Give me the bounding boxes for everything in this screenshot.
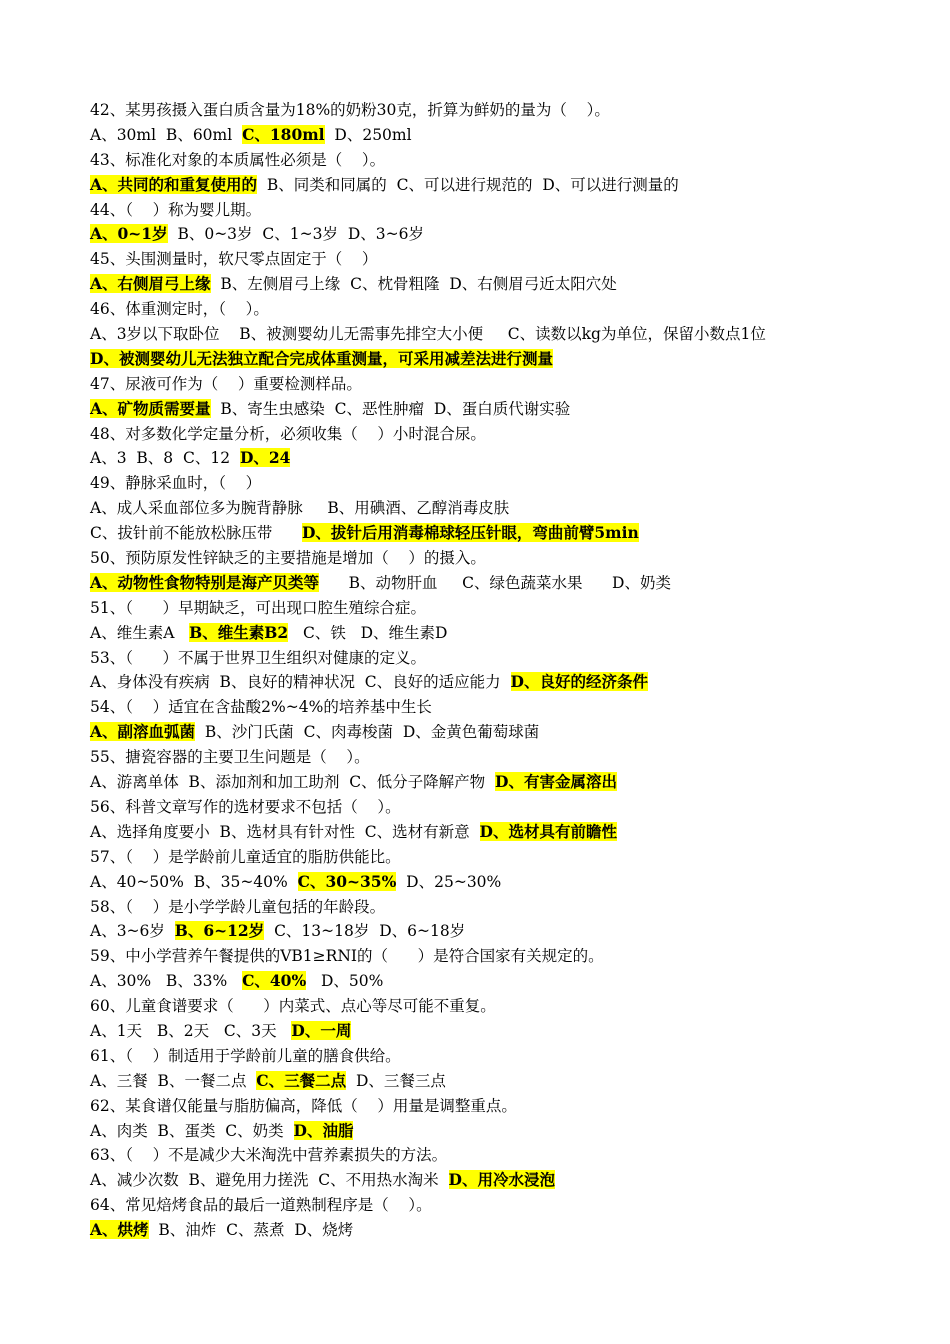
text-segment: A、选择角度要小 B、选材具有针对性 C、选材有新意: [90, 822, 480, 841]
question-text: [90, 1143, 890, 1168]
highlighted-answer: D、被测婴幼儿无法独立配合完成体重测量，可采用减差法进行测量: [90, 348, 553, 368]
question-text: [90, 297, 890, 322]
text-segment: A、3岁以下取卧位 B、被测婴幼儿无需事先排空大小便 C、读数以kg为单位，保留小数点1位: [90, 325, 766, 344]
text-segment: A、30ml B、60ml: [90, 125, 243, 144]
highlighted-answer: D、一周: [291, 1020, 352, 1040]
answer-options: [90, 1218, 890, 1243]
text-segment: 45、头围测量时，软尺零点固定于（ ）: [90, 250, 378, 269]
text-segment: 54、（ ）适宜在含盐酸2%~4%的培养基中生长: [90, 698, 432, 717]
text-segment: A、游离单体 B、添加剂和加工助剂 C、低分子降解产物: [90, 773, 496, 792]
highlighted-answer: D、有害金属溶出: [495, 772, 617, 792]
text-segment: A、30% B、33%: [90, 972, 243, 991]
highlighted-answer: D、良好的经济条件: [510, 672, 648, 692]
text-segment: 49、静脉采血时，（ ）: [90, 474, 262, 493]
highlighted-answer: D、用冷水浸泡: [448, 1170, 555, 1190]
text-segment: 56、科普文章写作的选材要求不包括（ ）。: [90, 797, 401, 816]
highlighted-answer: A、共同的和重复使用的: [90, 174, 258, 194]
answer-options: [90, 446, 890, 471]
text-segment: 60、儿童食谱要求（ ）内菜式、点心等尽可能不重复。: [90, 997, 496, 1016]
answer-options: [90, 770, 890, 795]
text-segment: 63、（ ）不是减少大米淘洗中营养素损失的方法。: [90, 1146, 448, 1165]
text-segment: A、减少次数 B、避免用力搓洗 C、不用热水淘米: [90, 1171, 449, 1190]
question-text: [90, 845, 890, 870]
text-segment: A、三餐 B、一餐二点: [90, 1071, 257, 1090]
question-text: [90, 795, 890, 820]
highlighted-answer: D、24: [239, 448, 291, 468]
question-text: [90, 1094, 890, 1119]
text-segment: C、13~18岁 D、6~18岁: [264, 922, 466, 941]
question-text: [90, 944, 890, 969]
text-segment: 46、体重测定时，（ ）。: [90, 300, 269, 319]
question-text: [90, 695, 890, 720]
answer-options: [90, 496, 890, 521]
text-segment: 61、（ ）制适用于学龄前儿童的膳食供给。: [90, 1046, 401, 1065]
answer-options: [90, 322, 890, 347]
highlighted-answer: D、拔针后用消毒棉球轻压针眼，弯曲前臂5min: [301, 523, 639, 543]
question-text: [90, 546, 890, 571]
answer-options: [90, 571, 890, 596]
question-text: [90, 994, 890, 1019]
question-text: [90, 422, 890, 447]
text-segment: D、25~30%: [396, 872, 502, 891]
text-segment: C、拔针前不能放松脉压带: [90, 524, 302, 543]
text-segment: D、250ml: [324, 125, 412, 144]
answer-options: [90, 222, 890, 247]
text-segment: A、40~50% B、35~40%: [90, 872, 298, 891]
text-segment: D、50%: [306, 972, 384, 991]
text-segment: A、维生素A: [90, 623, 190, 642]
question-text: [90, 1193, 890, 1218]
highlighted-answer: A、0~1岁: [90, 224, 168, 244]
highlighted-answer: C、40%: [242, 971, 307, 991]
highlighted-answer: A、矿物质需要量: [90, 398, 211, 418]
highlighted-answer: A、烘烤: [90, 1220, 149, 1240]
text-segment: 64、常见焙烤食品的最后一道熟制程序是（ ）。: [90, 1196, 432, 1215]
highlighted-answer: A、动物性食物特别是海产贝类等: [90, 572, 320, 592]
text-segment: A、肉类 B、蛋类 C、奶类: [90, 1121, 294, 1140]
answer-options: [90, 123, 890, 148]
text-segment: 55、搪瓷容器的主要卫生问题是（ ）。: [90, 748, 370, 767]
answer-options: [90, 720, 890, 745]
text-segment: 43、标准化对象的本质属性必须是（ ）。: [90, 150, 386, 169]
answer-options: [90, 1069, 890, 1094]
question-list: [90, 98, 890, 1243]
text-segment: A、1天 B、2天 C、3天: [90, 1021, 292, 1040]
answer-options: [90, 347, 890, 372]
text-segment: A、3 B、8 C、12: [90, 449, 240, 468]
highlighted-answer: B、维生素B2: [189, 622, 289, 642]
highlighted-answer: C、30~35%: [297, 871, 397, 891]
question-text: [90, 247, 890, 272]
question-text: [90, 895, 890, 920]
answer-options: [90, 1168, 890, 1193]
text-segment: 44、（ ）称为婴儿期。: [90, 200, 262, 219]
answer-options: [90, 397, 890, 422]
text-segment: 53、（ ）不属于世界卫生组织对健康的定义。: [90, 648, 427, 667]
text-segment: A、3~6岁: [90, 922, 175, 941]
text-segment: 59、中小学营养午餐提供的VB1≥RNI的（ ）是符合国家有关规定的。: [90, 947, 604, 966]
answer-options: [90, 670, 890, 695]
text-segment: 50、预防原发性锌缺乏的主要措施是增加（ ）的摄入。: [90, 549, 486, 568]
answer-options: [90, 173, 890, 198]
question-text: [90, 596, 890, 621]
highlighted-answer: D、选材具有前瞻性: [479, 821, 617, 841]
answer-options: [90, 521, 890, 546]
text-segment: 51、（ ）早期缺乏，可出现口腔生殖综合症。: [90, 598, 427, 617]
text-segment: 57、（ ）是学龄前儿童适宜的脂肪供能比。: [90, 847, 401, 866]
question-text: [90, 98, 890, 123]
text-segment: 47、尿液可作为（ ）重要检测样品。: [90, 374, 362, 393]
question-text: [90, 198, 890, 223]
text-segment: B、0~3岁 C、1~3岁 D、3~6岁: [167, 225, 424, 244]
highlighted-answer: A、副溶血弧菌: [90, 722, 196, 742]
text-segment: C、铁 D、维生素D: [288, 623, 448, 642]
text-segment: A、成人采血部位多为腕背静脉 B、用碘酒、乙醇消毒皮肤: [90, 499, 510, 518]
answer-options: [90, 820, 890, 845]
text-segment: 58、（ ）是小学学龄儿童包括的年龄段。: [90, 897, 386, 916]
question-text: [90, 745, 890, 770]
question-text: [90, 646, 890, 671]
highlighted-answer: C、180ml: [242, 124, 325, 144]
text-segment: B、沙门氏菌 C、肉毒梭菌 D、金黄色葡萄球菌: [195, 723, 540, 742]
highlighted-answer: B、6~12岁: [174, 921, 265, 941]
question-text: [90, 1044, 890, 1069]
text-segment: B、动物肝血 C、绿色蔬菜水果 D、奶类: [319, 573, 671, 592]
highlighted-answer: A、右侧眉弓上缘: [90, 274, 211, 294]
highlighted-answer: C、三餐二点: [256, 1070, 347, 1090]
answer-options: [90, 1019, 890, 1044]
question-text: [90, 148, 890, 173]
text-segment: 62、某食谱仅能量与脂肪偏高，降低（ ）用量是调整重点。: [90, 1096, 517, 1115]
text-segment: A、身体没有疾病 B、良好的精神状况 C、良好的适应能力: [90, 673, 511, 692]
text-segment: B、同类和同属的 C、可以进行规范的 D、可以进行测量的: [257, 175, 679, 194]
answer-options: [90, 621, 890, 646]
answer-options: [90, 919, 890, 944]
text-segment: 42、某男孩摄入蛋白质含量为18%的奶粉30克，折算为鲜奶的量为（ ）。: [90, 101, 610, 119]
text-segment: 48、对多数化学定量分析，必须收集（ ）小时混合尿。: [90, 424, 486, 443]
text-segment: D、三餐三点: [346, 1071, 446, 1090]
text-segment: B、油炸 C、蒸煮 D、烧烤: [148, 1221, 354, 1240]
answer-options: [90, 870, 890, 895]
answer-options: [90, 1119, 890, 1144]
answer-options: [90, 969, 890, 994]
text-segment: B、寄生虫感染 C、恶性肿瘤 D、蛋白质代谢实验: [210, 399, 571, 418]
question-text: [90, 471, 890, 496]
text-segment: B、左侧眉弓上缘 C、枕骨粗隆 D、右侧眉弓近太阳穴处: [210, 275, 617, 294]
answer-options: [90, 272, 890, 297]
highlighted-answer: D、油脂: [293, 1120, 354, 1140]
question-text: [90, 372, 890, 397]
